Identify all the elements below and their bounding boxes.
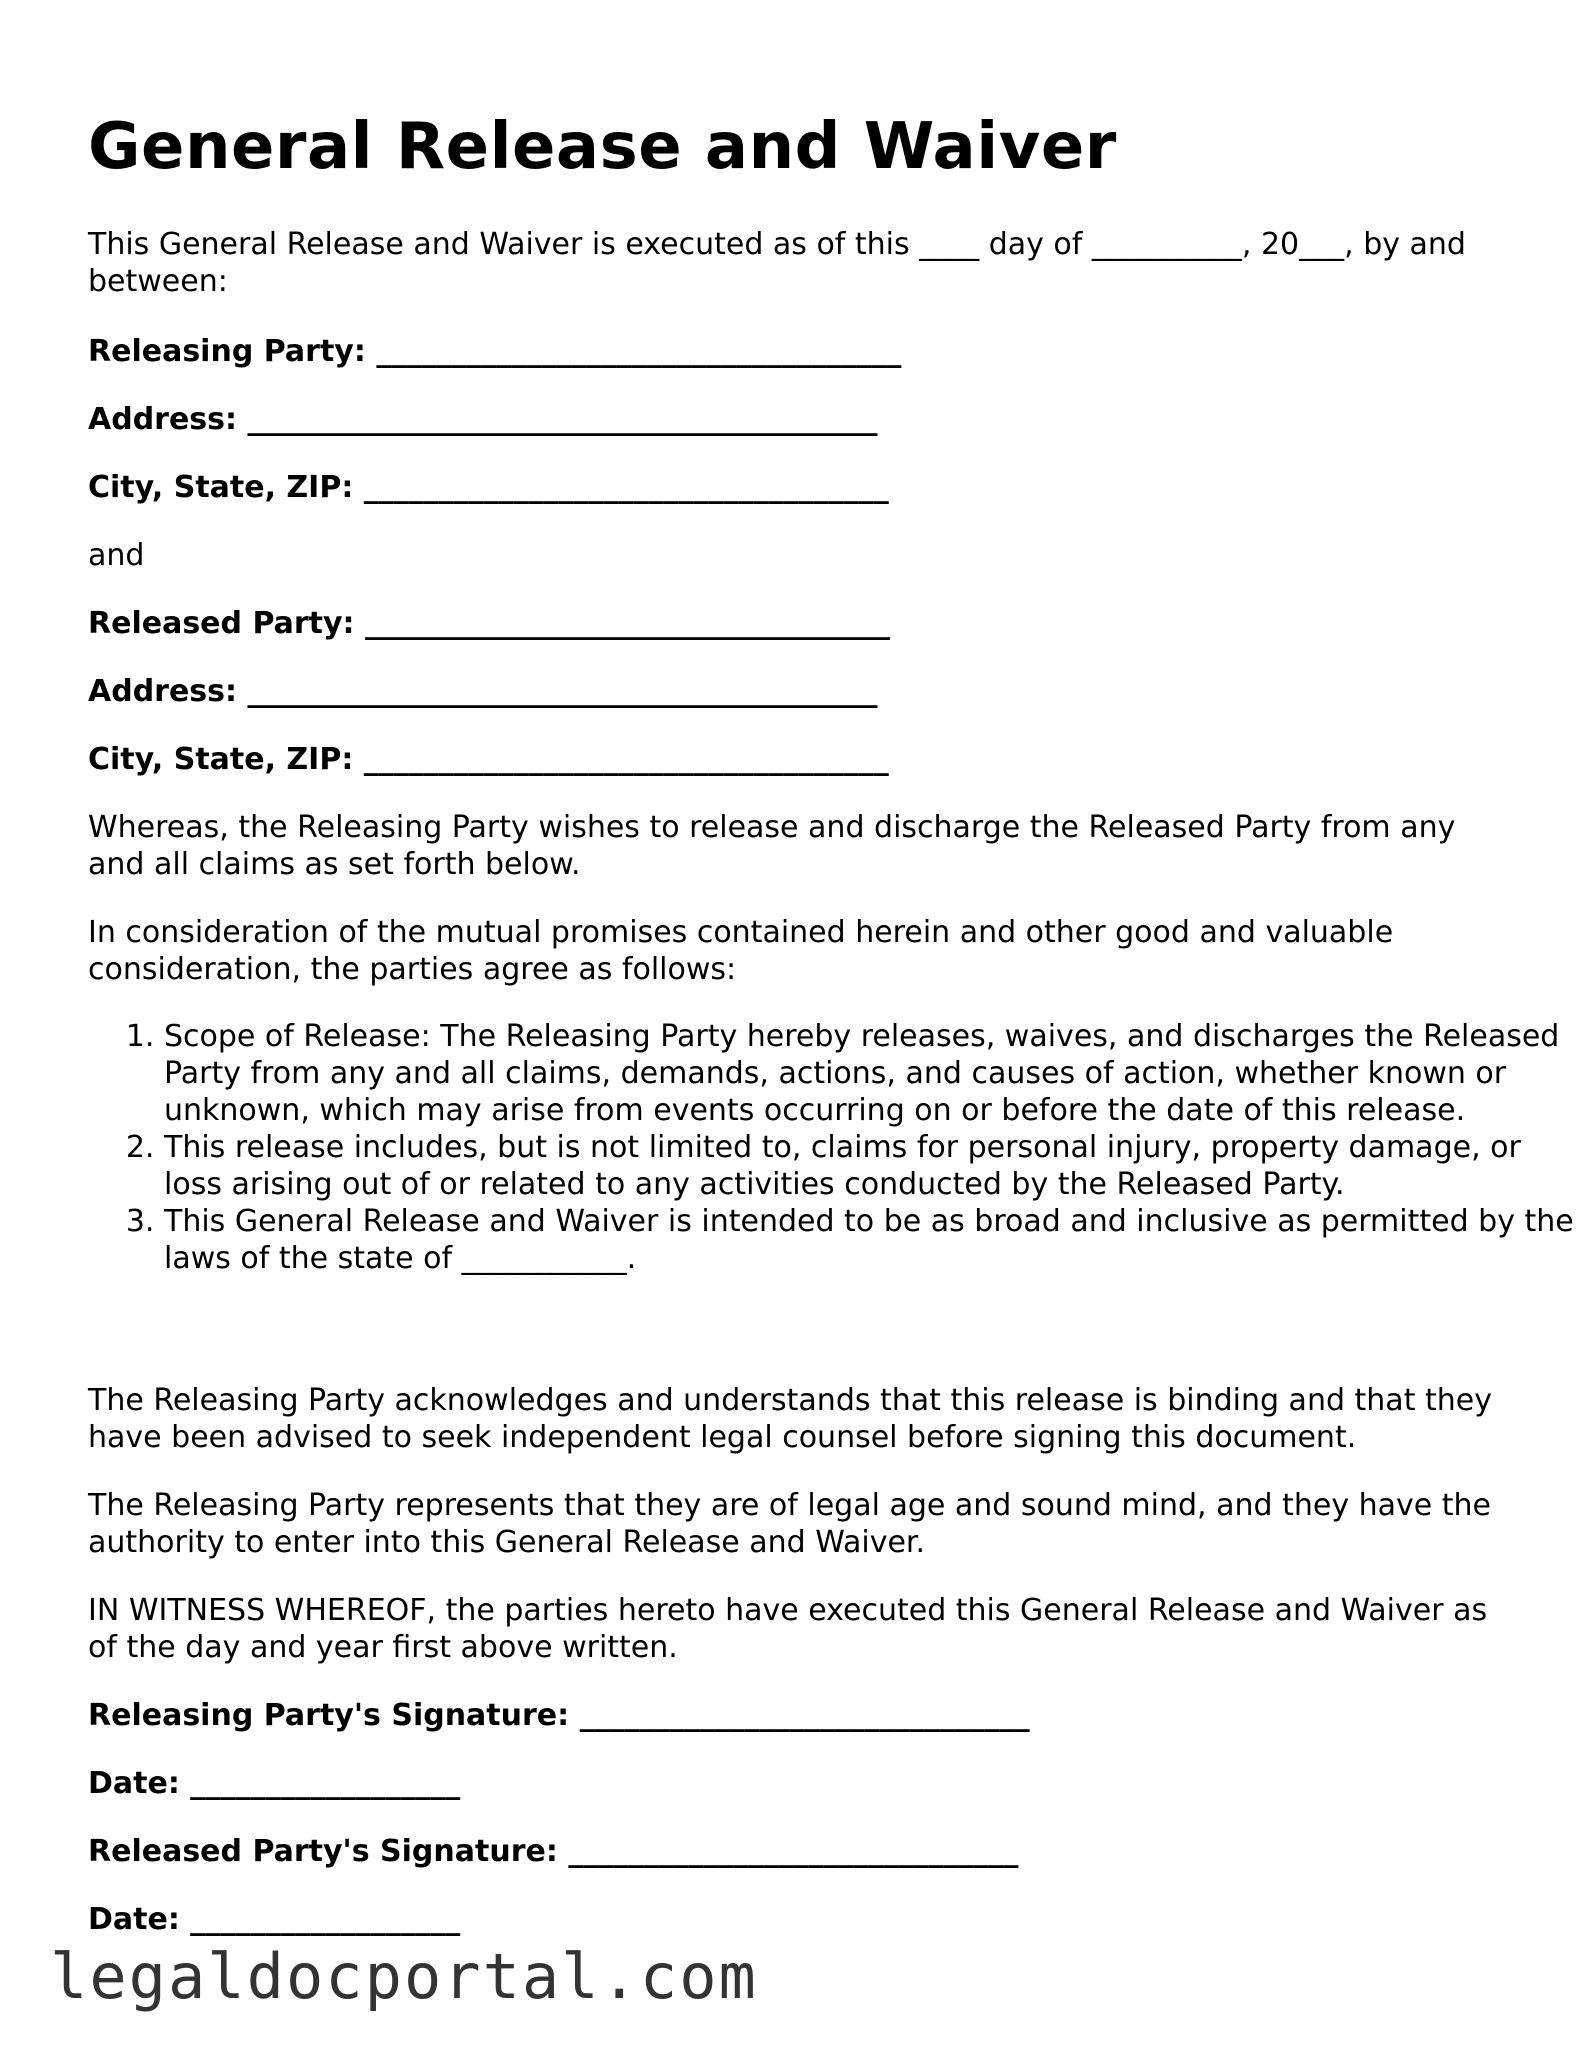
releasing-address-field bbox=[88, 401, 1508, 438]
releasing-signature-label: Releasing Party's Signature: bbox=[88, 1698, 570, 1733]
consideration-paragraph: In consideration of the mutual promises contained herein and other good and valuable consideration, the parties agree as follows: bbox=[88, 915, 1394, 987]
releasing-address-label: Address: bbox=[88, 402, 238, 437]
acknowledgment-paragraph: The Releasing Party acknowledges and understands that this release is binding and that they have been advised to seek independent legal counsel before signing this document. bbox=[88, 1383, 1492, 1455]
released-city-blank: ___________________________________ bbox=[363, 742, 889, 777]
intro-paragraph: This General Release and Waiver is executed as of this ____ day of __________, 20___, by and between: bbox=[88, 227, 1466, 299]
date-label-1: Date: bbox=[88, 1766, 180, 1801]
releasing-party-field bbox=[88, 333, 1508, 370]
witness-paragraph: IN WITNESS WHEREOF, the parties hereto have executed this General Release and Waiver as of the day and year first above written. bbox=[88, 1593, 1488, 1665]
released-party-label: Released Party: bbox=[88, 606, 355, 641]
released-signature-blank: ______________________________ bbox=[568, 1834, 1019, 1869]
released-address-field bbox=[88, 673, 1508, 710]
and-text: and bbox=[88, 538, 145, 573]
whereas-paragraph: Whereas, the Releasing Party wishes to release and discharge the Released Party from any and all claims as set forth below. bbox=[88, 810, 1456, 882]
released-signature-field bbox=[88, 1833, 1508, 1870]
date-field-1 bbox=[88, 1765, 1508, 1802]
released-address-blank: __________________________________________ bbox=[247, 674, 878, 709]
term-item: 2. This release includes, but is not limited to, claims for personal injury, property damage, or loss arising out of or related to any activities conducted by the Released Party. bbox=[164, 1129, 1584, 1203]
releasing-city-blank: ___________________________________ bbox=[363, 470, 889, 505]
releasing-signature-blank: ______________________________ bbox=[579, 1698, 1030, 1733]
releasing-party-label: Releasing Party: bbox=[88, 334, 366, 369]
releasing-signature-field bbox=[88, 1697, 1508, 1734]
released-party-blank: ___________________________________ bbox=[365, 606, 891, 641]
released-city-label: City, State, ZIP: bbox=[88, 742, 354, 777]
releasing-party-blank: ___________________________________ bbox=[376, 334, 902, 369]
released-signature-label: Released Party's Signature: bbox=[88, 1834, 558, 1869]
releasing-city-field bbox=[88, 469, 1508, 506]
term-item: 1. Scope of Release: The Releasing Party hereby releases, waives, and discharges the Released Party from any and all claims, demands, actions, and causes of action, whether known or unknown, which may arise from events occurring on or before the date of this release. bbox=[164, 1018, 1584, 1129]
date-field-2 bbox=[88, 1901, 1508, 1938]
watermark: legaldocportal.com bbox=[50, 1940, 758, 2013]
document-title: General Release and Waiver bbox=[88, 110, 1117, 184]
terms-list bbox=[88, 1018, 1584, 1277]
releasing-address-blank: __________________________________________ bbox=[247, 402, 878, 437]
date-blank-2: __________________ bbox=[190, 1902, 461, 1937]
date-blank-1: __________________ bbox=[190, 1766, 461, 1801]
date-label-2: Date: bbox=[88, 1902, 180, 1937]
released-party-field bbox=[88, 605, 1508, 642]
released-address-label: Address: bbox=[88, 674, 238, 709]
representation-paragraph: The Releasing Party represents that they are of legal age and sound mind, and they have the authority to enter into this General Release and Waiver. bbox=[88, 1488, 1491, 1560]
term-item: 3. This General Release and Waiver is intended to be as broad and inclusive as permitted by the laws of the state of ___________. bbox=[164, 1203, 1584, 1277]
released-city-field bbox=[88, 741, 1508, 778]
releasing-city-label: City, State, ZIP: bbox=[88, 470, 354, 505]
